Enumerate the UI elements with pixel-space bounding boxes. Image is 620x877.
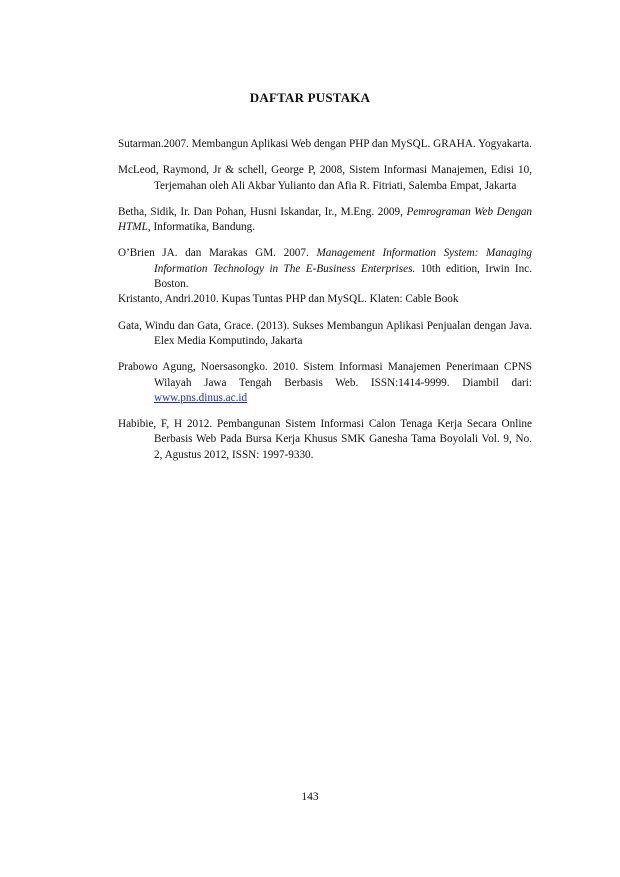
- reference-text: Betha, Sidik, Ir. Dan Pohan, Husni Iskandar, Ir., M.Eng. 2009,: [118, 205, 403, 218]
- reference-item: [118, 137, 532, 152]
- reference-link[interactable]: www.pns.dinus.ac.id: [154, 391, 248, 404]
- reference-item: [118, 246, 532, 292]
- page-number: 143: [301, 791, 319, 803]
- reference-item: [118, 163, 532, 194]
- reference-text: Sutarman.2007. Membangun Aplikasi Web dengan PHP dan MySQL. GRAHA. Yogyakarta.: [118, 138, 532, 150]
- reference-title-italic: Pemrograman Web Dengan HTML: [118, 205, 533, 234]
- reference-text: Prabowo Agung, Noersasongko. 2010. Sistem Informasi Manajemen Penerimaan CPNS Wilayah Jawa Tengah Berbasis Web. ISSN:1414-9999. Diambil dari:: [118, 361, 532, 389]
- reference-text: Gata, Windu dan Gata, Grace. (2013). Sukses Membangun Aplikasi Penjualan dengan Java. Elex Media Komputindo, Jakarta: [118, 319, 532, 347]
- reference-text: Kristanto, Andri.2010. Kupas Tuntas PHP dan MySQL. Klaten: Cable Book: [118, 293, 459, 306]
- reference-text: , Informatika, Bandung.: [147, 221, 256, 234]
- reference-text: McLeod, Raymond, Jr & schell, George P, 2008, Sistem Informasi Manajemen, Edisi 10, Terjemahan oleh Ali Akbar Yulianto dan Afia R. Fitriati, Salemba Empat, Jakarta: [118, 164, 532, 192]
- reference-text: 10th edition, Irwin Inc. Boston.: [154, 262, 532, 291]
- reference-title-italic: Management Information System: Managing Information Technology in The E-Business Enterprises.: [154, 247, 533, 275]
- reference-item: [118, 205, 532, 236]
- reference-item: [118, 319, 532, 350]
- reference-item: [118, 360, 532, 406]
- reference-text: Habibie, F, H 2012. Pembangunan Sistem Informasi Calon Tenaga Kerja Secara Online Berbasis Web Pada Bursa Kerja Khusus SMK Ganesha Tama Boyolali Vol. 9, No. 2, Agustus 2012, ISSN: 1997-9330.: [118, 418, 532, 461]
- reference-list: [118, 137, 532, 474]
- reference-item: [118, 292, 532, 307]
- reference-item: [118, 417, 532, 463]
- page-title: DAFTAR PUSTAKA: [249, 90, 371, 105]
- reference-text: O’Brien JA. dan Marakas GM. 2007.: [118, 247, 309, 260]
